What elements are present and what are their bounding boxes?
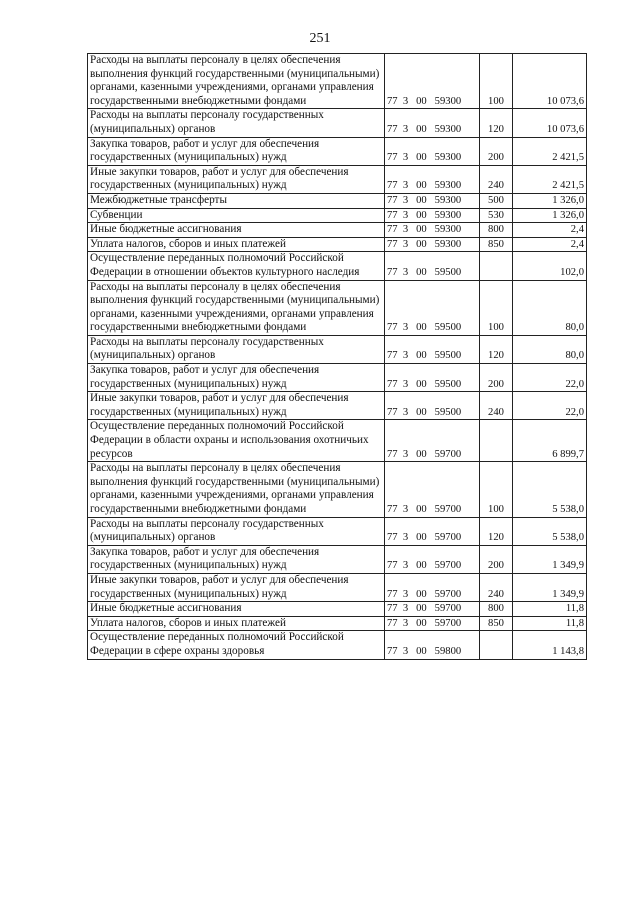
expense-name-cell: Иные закупки товаров, работ и услуг для обеспечения государственных (муниципальных) нужд — [88, 573, 385, 601]
expense-type-cell: 120 — [480, 335, 513, 363]
expense-type-cell: 800 — [480, 223, 513, 238]
target-code-cell: 77 3 00 59500 — [385, 392, 480, 420]
expense-name-cell: Осуществление переданных полномочий Российской Федерации в отношении объектов культурного наследия — [88, 252, 385, 280]
table-row — [88, 280, 587, 335]
expense-name-cell: Субвенции — [88, 208, 385, 223]
amount-cell: 6 899,7 — [513, 420, 587, 462]
table-row — [88, 109, 587, 137]
expense-type-cell: 500 — [480, 193, 513, 208]
expense-type-cell: 200 — [480, 364, 513, 392]
target-code-cell: 77 3 00 59300 — [385, 109, 480, 137]
budget-table — [87, 53, 587, 660]
target-code-cell: 77 3 00 59300 — [385, 208, 480, 223]
target-code-cell: 77 3 00 59700 — [385, 545, 480, 573]
target-code-cell: 77 3 00 59800 — [385, 631, 480, 659]
table-row — [88, 573, 587, 601]
table-row — [88, 193, 587, 208]
amount-cell: 22,0 — [513, 392, 587, 420]
page-number: 251 — [309, 31, 331, 46]
amount-cell: 2,4 — [513, 237, 587, 252]
amount-cell: 5 538,0 — [513, 462, 587, 517]
expense-name-cell: Уплата налогов, сборов и иных платежей — [88, 616, 385, 631]
target-code-cell: 77 3 00 59500 — [385, 280, 480, 335]
expense-type-cell: 100 — [480, 54, 513, 109]
expense-name-cell: Иные закупки товаров, работ и услуг для обеспечения государственных (муниципальных) нужд — [88, 165, 385, 193]
table-row — [88, 462, 587, 517]
expense-name-cell: Осуществление переданных полномочий Российской Федерации в области охраны и использования охотничьих ресурсов — [88, 420, 385, 462]
expense-type-cell: 850 — [480, 616, 513, 631]
target-code-cell: 77 3 00 59700 — [385, 602, 480, 617]
table-row — [88, 237, 587, 252]
amount-cell: 1 349,9 — [513, 545, 587, 573]
table-row — [88, 631, 587, 659]
amount-cell: 11,8 — [513, 616, 587, 631]
amount-cell: 2,4 — [513, 223, 587, 238]
expense-type-cell: 240 — [480, 573, 513, 601]
table-row — [88, 137, 587, 165]
table-row — [88, 54, 587, 109]
amount-cell: 11,8 — [513, 602, 587, 617]
amount-cell: 1 326,0 — [513, 193, 587, 208]
expense-name-cell: Расходы на выплаты персоналу государственных (муниципальных) органов — [88, 517, 385, 545]
expense-type-cell: 200 — [480, 545, 513, 573]
expense-type-cell: 100 — [480, 462, 513, 517]
target-code-cell: 77 3 00 59700 — [385, 573, 480, 601]
expense-name-cell: Закупка товаров, работ и услуг для обеспечения государственных (муниципальных) нужд — [88, 137, 385, 165]
amount-cell: 102,0 — [513, 252, 587, 280]
expense-name-cell: Уплата налогов, сборов и иных платежей — [88, 237, 385, 252]
table-row — [88, 252, 587, 280]
expense-type-cell: 240 — [480, 165, 513, 193]
expense-name-cell: Расходы на выплаты персоналу в целях обеспечения выполнения функций государственными (муниципальными) органами, казенными учреждениями, органами управления государственными внебюджетными фондами — [88, 462, 385, 517]
target-code-cell: 77 3 00 59700 — [385, 616, 480, 631]
target-code-cell: 77 3 00 59300 — [385, 237, 480, 252]
amount-cell: 80,0 — [513, 280, 587, 335]
expense-name-cell: Иные бюджетные ассигнования — [88, 602, 385, 617]
table-row — [88, 208, 587, 223]
target-code-cell: 77 3 00 59500 — [385, 252, 480, 280]
amount-cell: 2 421,5 — [513, 165, 587, 193]
table-row — [88, 517, 587, 545]
expense-name-cell: Расходы на выплаты персоналу государственных (муниципальных) органов — [88, 109, 385, 137]
expense-name-cell: Иные закупки товаров, работ и услуг для обеспечения государственных (муниципальных) нужд — [88, 392, 385, 420]
expense-type-cell: 120 — [480, 517, 513, 545]
target-code-cell: 77 3 00 59700 — [385, 517, 480, 545]
amount-cell: 10 073,6 — [513, 54, 587, 109]
expense-name-cell: Расходы на выплаты персоналу в целях обеспечения выполнения функций государственными (муниципальными) органами, казенными учреждениями, органами управления государственными внебюджетными фондами — [88, 54, 385, 109]
amount-cell: 1 349,9 — [513, 573, 587, 601]
expense-type-cell: 530 — [480, 208, 513, 223]
expense-type-cell — [480, 631, 513, 659]
expense-name-cell: Расходы на выплаты персоналу государственных (муниципальных) органов — [88, 335, 385, 363]
table-row — [88, 602, 587, 617]
amount-cell: 5 538,0 — [513, 517, 587, 545]
target-code-cell: 77 3 00 59300 — [385, 193, 480, 208]
target-code-cell: 77 3 00 59300 — [385, 137, 480, 165]
target-code-cell: 77 3 00 59500 — [385, 364, 480, 392]
target-code-cell: 77 3 00 59300 — [385, 165, 480, 193]
amount-cell: 1 326,0 — [513, 208, 587, 223]
expense-type-cell: 240 — [480, 392, 513, 420]
target-code-cell: 77 3 00 59300 — [385, 54, 480, 109]
expense-name-cell: Закупка товаров, работ и услуг для обеспечения государственных (муниципальных) нужд — [88, 545, 385, 573]
expense-name-cell: Межбюджетные трансферты — [88, 193, 385, 208]
expense-type-cell: 850 — [480, 237, 513, 252]
table-row — [88, 545, 587, 573]
amount-cell: 2 421,5 — [513, 137, 587, 165]
target-code-cell: 77 3 00 59300 — [385, 223, 480, 238]
amount-cell: 10 073,6 — [513, 109, 587, 137]
table-row — [88, 165, 587, 193]
expense-type-cell — [480, 420, 513, 462]
target-code-cell: 77 3 00 59700 — [385, 462, 480, 517]
table-row — [88, 364, 587, 392]
table-row — [88, 335, 587, 363]
target-code-cell: 77 3 00 59500 — [385, 335, 480, 363]
budget-table-body — [88, 54, 587, 660]
expense-name-cell: Иные бюджетные ассигнования — [88, 223, 385, 238]
expense-name-cell: Осуществление переданных полномочий Российской Федерации в сфере охраны здоровья — [88, 631, 385, 659]
amount-cell: 80,0 — [513, 335, 587, 363]
amount-cell: 1 143,8 — [513, 631, 587, 659]
table-row — [88, 223, 587, 238]
expense-name-cell: Закупка товаров, работ и услуг для обеспечения государственных (муниципальных) нужд — [88, 364, 385, 392]
target-code-cell: 77 3 00 59700 — [385, 420, 480, 462]
table-row — [88, 420, 587, 462]
expense-type-cell: 200 — [480, 137, 513, 165]
expense-type-cell: 120 — [480, 109, 513, 137]
expense-type-cell: 100 — [480, 280, 513, 335]
amount-cell: 22,0 — [513, 364, 587, 392]
table-row — [88, 616, 587, 631]
expense-type-cell: 800 — [480, 602, 513, 617]
table-row — [88, 392, 587, 420]
expense-type-cell — [480, 252, 513, 280]
expense-name-cell: Расходы на выплаты персоналу в целях обеспечения выполнения функций государственными (муниципальными) органами, казенными учреждениями, органами управления государственными внебюджетными фондами — [88, 280, 385, 335]
